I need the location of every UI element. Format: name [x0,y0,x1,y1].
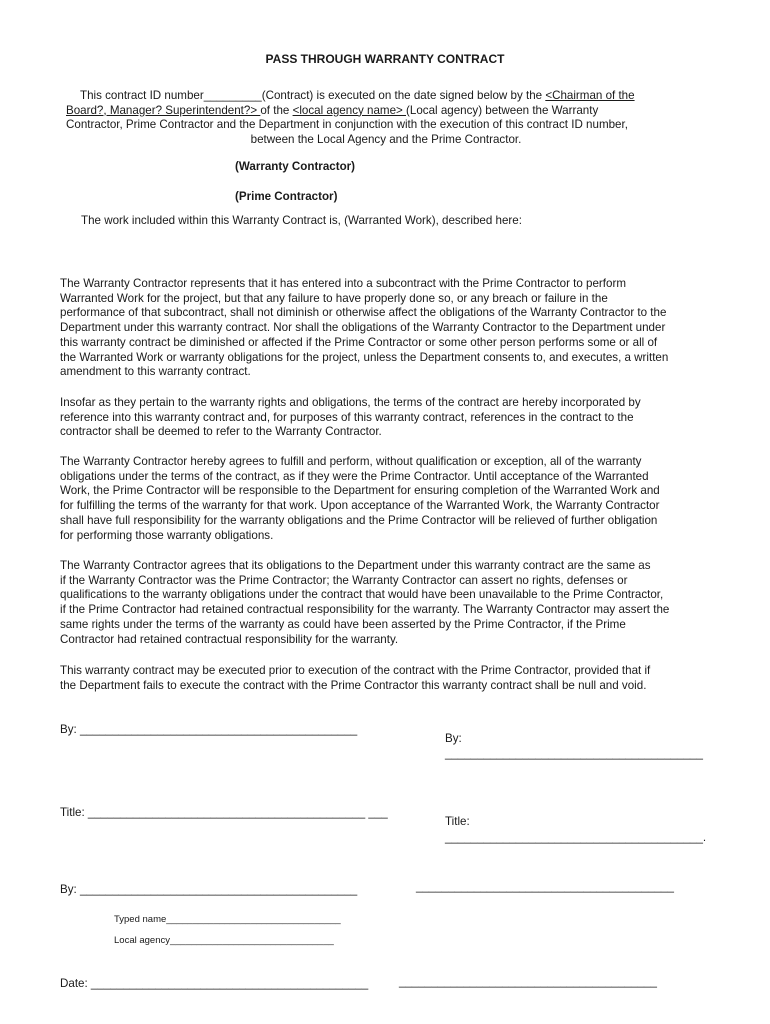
signature-by-field-left[interactable]: By: ___________________________________________ [60,723,358,736]
intro-text: This contract ID number_________(Contract) is executed on the date signed below by the [80,89,546,102]
paragraph-line: qualifications to the warranty obligations under the contract that would have been unavailable to the Prime Contractor, [60,588,664,602]
date-field-left[interactable]: Date: ___________________________________________ [60,977,369,990]
paragraph-line: obligations under the terms of the contract, as if they were the Prime Contractor. Until acceptance of the Warranted [60,469,649,483]
warranty-contractor-label: (Warranty Contractor) [235,160,356,173]
paragraph-line: shall have full responsibility for the warranty obligations and the Prime Contractor will be relieved of further obligation [60,513,658,527]
paragraph-line: if the Prime Contractor had retained contractual responsibility for the warranty. The Warranty Contractor may assert the [60,603,670,617]
paragraph-line: for performing those warranty obligations. [60,528,274,542]
paragraph-incorporation [60,396,724,440]
typed-name-field[interactable]: Typed name_________________________________ [114,914,341,925]
signature-by-field-right[interactable]: ________________________________________ [445,747,703,760]
paragraph-line: Warranted Work for the project, but that any failure to have properly done so, or any breach or failure in the [60,291,608,305]
intro-paragraph [66,89,706,148]
paragraph-line: same rights under the terms of the warranty as could have been asserted by the Prime Contractor, if the Prime [60,617,626,631]
paragraph-line: performance of that subcontract, shall not diminish or otherwise affect the obligations of the Warranty Contractor to the [60,306,667,320]
paragraph-line: Insofar as they pertain to the warranty rights and obligations, the terms of the contract are hereby incorporated by [60,396,641,409]
paragraph-execution [60,664,724,693]
paragraph-line: Department under this warranty contract. Nor shall the obligations of the Warranty Contractor to the Department under [60,321,666,335]
paragraph-line: The Warranty Contractor hereby agrees to fulfill and perform, without qualification or exception, all of the warranty [60,455,642,468]
signature-title-field-left[interactable]: Title: ___________________________________________ ___ [60,806,388,819]
paragraph-line: The Warranty Contractor agrees that its obligations to the Department under this warranty contract are the same as [60,559,651,572]
paragraph-line: The Warranty Contractor represents that it has entered into a subcontract with the Prime Contractor to perform [60,277,626,290]
paragraph-line: This warranty contract may be executed prior to execution of the contract with the Prime Contractor, provided that if [60,664,651,677]
agency-name-placeholder: <local agency name> [292,103,407,117]
signature-title-field-right[interactable]: ________________________________________. [445,831,707,844]
page-title: PASS THROUGH WARRANTY CONTRACT [265,52,505,66]
paragraph-line: reference into this warranty contract and, for purposes of this warranty contract, references in the contract to the [60,410,634,424]
paragraph-line: this warranty contract be diminished or affected if the Prime Contractor or some other person performs some or all of [60,335,658,349]
signer-role-placeholder: <Chairman of the [545,89,635,102]
intro-text: (Local agency) between the Warranty [406,103,599,117]
paragraph-representation [60,277,724,380]
paragraph-obligations [60,559,724,647]
paragraph-line: Contractor had retained contractual responsibility for the warranty. [60,632,399,646]
intro-line-1 [66,89,706,104]
prime-contractor-label: (Prime Contractor) [235,190,338,203]
paragraph-line: Work, the Prime Contractor will be responsible to the Department for ensuring completion of the Warranted Work and [60,484,660,498]
intro-line-4: between the Local Agency and the Prime Contractor. [250,133,522,147]
paragraph-line: amendment to this warranty contract. [60,365,251,379]
paragraph-line: the Warranted Work or warranty obligations for the project, unless the Department consents to, and executes, a written [60,350,669,364]
date-field-right[interactable]: ________________________________________ [399,975,657,988]
intro-line-2 [66,104,706,119]
paragraph-line: the Department fails to execute the contract with the Prime Contractor this warranty contract shall be null and void. [60,678,647,692]
warranted-work-line: The work included within this Warranty Contract is, (Warranted Work), described here: [81,214,522,227]
signature-by-field-left-2[interactable]: By: ___________________________________________ [60,883,358,896]
intro-line-3: Contractor, Prime Contractor and the Department in conjunction with the execution of this contract ID number, [66,118,628,132]
signature-field-right-3[interactable]: ________________________________________ [416,880,674,893]
paragraph-line: contractor shall be deemed to refer to the Warranty Contractor. [60,425,382,439]
paragraph-fulfillment [60,455,724,543]
signer-role-placeholder-cont: Board?, Manager? Superintendent?> [66,103,261,117]
intro-text: of the [260,103,293,117]
paragraph-line: if the Warranty Contractor was the Prime Contractor; the Warranty Contractor can assert no rights, defenses or [60,573,628,587]
paragraph-line: for fulfilling the terms of the warranty for that work. Upon acceptance of the Warranted Work, the Warranty Contractor [60,499,660,513]
signature-title-label-right: Title: [445,815,470,828]
signature-by-label-right: By: [445,732,462,745]
local-agency-field[interactable]: Local agency_______________________________ [114,935,334,946]
